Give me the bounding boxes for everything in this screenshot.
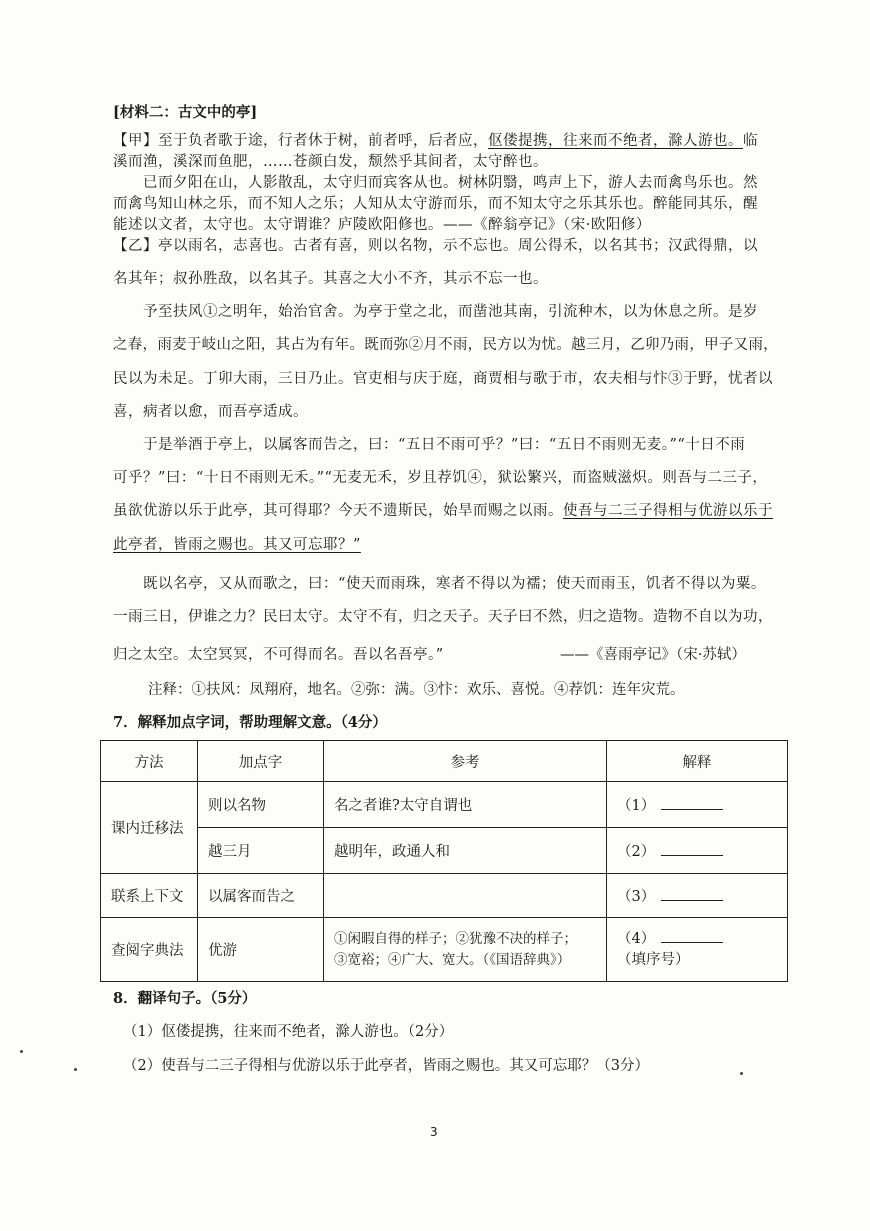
translate-sentence-2: （2）使吾与二三子得相与优游以乐于此亭者，皆雨之赐也。其又可忘耶？（3分）: [123, 1058, 649, 1074]
scan-speck: [74, 1068, 77, 1071]
passage-line: [113, 152, 548, 172]
passage-line: [113, 574, 766, 594]
reference-line: ①闲暇自得的样子；②犹豫不决的样子；: [334, 930, 577, 947]
scan-speck: [20, 1050, 23, 1053]
answer-number: （4）: [617, 931, 656, 947]
reference-cell: 越明年，政通人和: [324, 828, 607, 874]
header-method: 方法: [101, 741, 198, 782]
passage-text: 名其年；叔孙胜敌，以名其子。其喜之大小不齐，其示不忘一也。: [113, 271, 548, 287]
method-cell: 联系上下文: [101, 874, 198, 918]
answer-cell[interactable]: [607, 874, 788, 918]
passage-text: 而禽鸟知山林之乐，而不知人之乐；人知从太守游而乐，而不知太守之乐其乐也。醉能同其乐，醒: [113, 196, 758, 212]
passage-text: 之春，雨麦于岐山之阳，其占为有年。既而弥②月不雨，民方以为忧。越三月，乙卯乃雨，甲子又雨，: [113, 337, 778, 353]
header-reference: 参考: [324, 741, 607, 782]
translate-sentence-1: （1）伛偻提携，往来而不绝者，滁人游也。（2分）: [123, 1024, 454, 1040]
answer-cell[interactable]: [607, 918, 788, 982]
answer-cell[interactable]: [607, 828, 788, 874]
answer-blank[interactable]: [661, 886, 723, 901]
answer-number: （3）: [617, 889, 656, 905]
answer-hint: （填序号）: [617, 952, 690, 968]
passage-text: 予至扶风①之明年，始治官舍。为亭于堂之北，而凿池其南，引流种木，以为休息之所。是岁: [113, 304, 758, 320]
passage-line: [113, 645, 444, 665]
passage-line: [113, 173, 758, 193]
method-cell: 查阅字典法: [101, 918, 198, 982]
passage-text: 能述以文者，太守也。太守谓谁？庐陵欧阳修也。——《醉翁亭记》（宋·欧阳修）: [113, 217, 651, 233]
passage-line: [113, 607, 773, 627]
word-cell: 则以名物: [198, 782, 324, 828]
source-yi: ——《喜雨亭记》（宋·苏轼）: [560, 647, 746, 663]
scan-speck: [740, 1072, 743, 1075]
passage-line: [113, 335, 778, 355]
passage-text: 既以名亭，又从而歌之，曰：“使天而雨珠，寒者不得以为襦；使天而雨玉，饥者不得以为粟。: [113, 576, 766, 592]
answer-blank[interactable]: [661, 928, 723, 943]
passage-text: 虽欲优游以乐于此亭，其可得耶？今天不遗斯民，始旱而赐之以雨。: [113, 503, 563, 519]
word-cell: 优游: [198, 918, 324, 982]
answer-blank[interactable]: [661, 795, 723, 810]
passage-line: [113, 435, 745, 455]
reference-cell: 名之者谁?太守自谓也: [324, 782, 607, 828]
underlined-text: 使吾与二三子得相与优游以乐于: [563, 503, 773, 519]
header-explanation: 解释: [607, 741, 788, 782]
question-7-title: 7．解释加点字词，帮助理解文意。（4分）: [113, 714, 387, 731]
answer-cell[interactable]: [607, 782, 788, 828]
answer-blank[interactable]: [661, 841, 723, 856]
passage-line: [113, 269, 548, 289]
passage-text: 已而夕阳在山，人影散乱，太守归而宾客从也。树林阴翳，鸣声上下，游人去而禽鸟乐也。然: [113, 175, 758, 191]
underlined-text: 伛偻提携，往来而不绝者，滁人游也。: [488, 133, 743, 149]
annotations: 注释：①扶风：凤翔府，地名。②弥：满。③忭：欢乐、喜悦。④荐饥：连年灾荒。: [148, 682, 685, 698]
reference-cell: [324, 918, 607, 982]
answer-number: （2）: [617, 844, 656, 860]
word-cell: 越三月: [198, 828, 324, 874]
passage-line: [113, 194, 758, 214]
passage-text: 喜，病者以愈，而吾亭适成。: [113, 404, 308, 420]
passage-line: [113, 535, 361, 555]
passage-line: [113, 369, 773, 389]
passage-line: [113, 215, 651, 235]
passage-text: 一雨三日，伊谁之力？民曰太守。太守不有，归之天子。天子曰不然，归之造物。造物不自以为功，: [113, 609, 773, 625]
passage-text: 民以为未足。丁卯大雨，三日乃止。官吏相与庆于庭，商贾相与歌于市，农夫相与忭③于野，忧者以: [113, 371, 773, 387]
passage-line: [113, 402, 308, 422]
passage-text: 临: [743, 133, 758, 149]
question-8-title: 8．翻译句子。（5分）: [113, 990, 257, 1007]
passage-text: 【甲】至于负者歌于途，行者休于树，前者呼，后者应，: [113, 133, 488, 149]
passage-text: 溪而渔，溪深而鱼肥，……苍颜白发，颓然乎其间者，太守醉也。: [113, 154, 548, 170]
header-word: 加点字: [198, 741, 324, 782]
passage-text: 于是举酒于亭上，以属客而告之，曰：“五日不雨可乎？”曰：“五日不雨则无麦。”“十日不雨: [113, 437, 746, 453]
reference-line: ③宽裕；④广大、宽大。（《国语辞典》）: [334, 951, 571, 968]
passage-text: 可乎？”曰：“十日不雨则无禾。”“无麦无禾，岁且荐饥④，狱讼繁兴，而盗贼滋炽。则吾与二三子，: [113, 470, 768, 486]
passage-line: [113, 131, 758, 151]
vocabulary-table: [100, 740, 788, 982]
method-cell: 课内迁移法: [101, 782, 198, 874]
passage-line: [113, 302, 758, 322]
answer-number: （1）: [617, 798, 656, 814]
underlined-text: 此亭者，皆雨之赐也。其又可忘耶？”: [113, 537, 361, 553]
page-number: 3: [430, 1125, 438, 1139]
word-cell: 以属客而告之: [198, 874, 324, 918]
reference-cell: [324, 874, 607, 918]
passage-line: [113, 501, 773, 521]
passage-text: 【乙】亭以雨名，志喜也。古者有喜，则以名物，示不忘也。周公得禾，以名其书；汉武得鼎，以: [113, 238, 758, 254]
material-heading: [材料二：古文中的亭]: [113, 104, 258, 121]
passage-line: [113, 468, 767, 488]
passage-line: [113, 236, 758, 256]
passage-text: 归之太空。太空冥冥，不可得而名。吾以名吾亭。”: [113, 647, 444, 663]
